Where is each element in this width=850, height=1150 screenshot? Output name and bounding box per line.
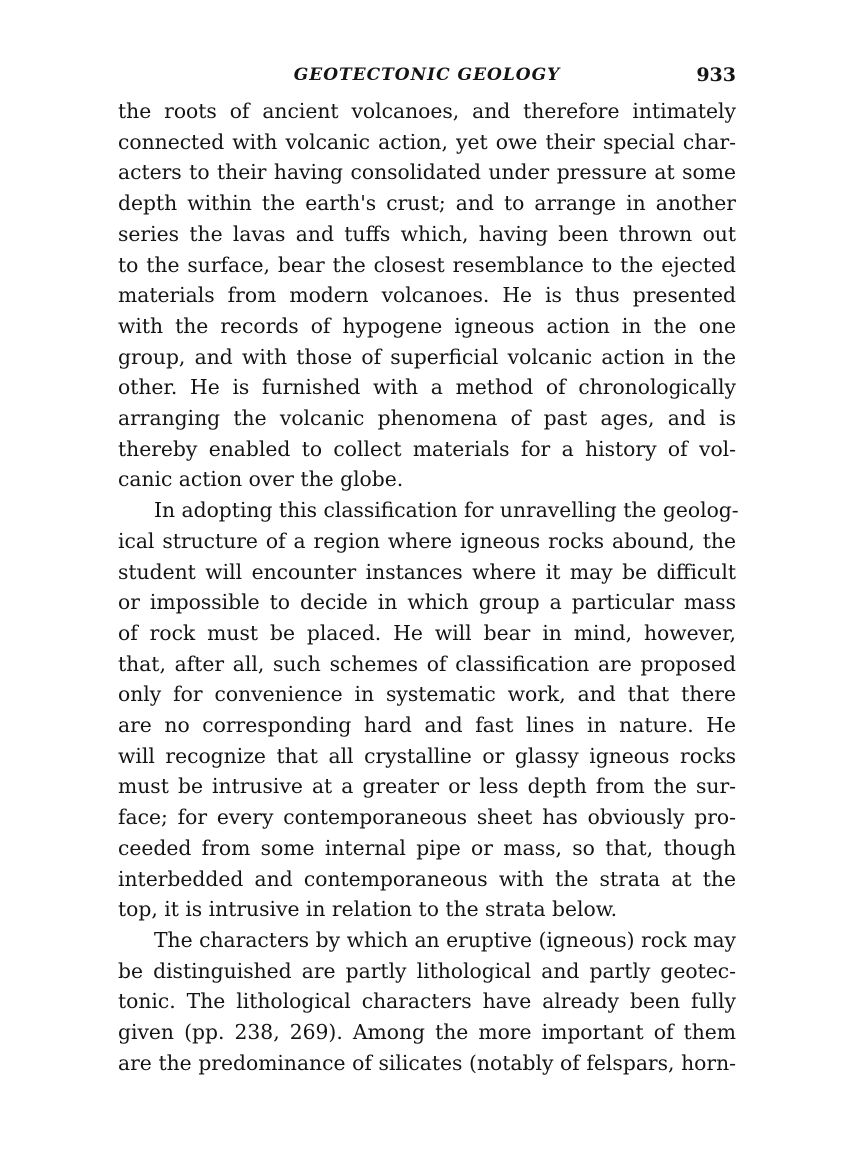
book-page [118,58,739,1079]
text-line: of rock must be placed. He will bear in mind, however, [118,620,736,645]
text-line: interbedded and contemporaneous with the strata at the [118,866,736,891]
text-line: must be intrusive at a greater or less depth from the sur- [118,774,736,799]
text-line: depth within the earth's crust; and to arrange in another [118,191,736,216]
paragraph [118,96,736,495]
text-line: given (pp. 238, 269). Among the more important of them [118,1020,736,1045]
text-line: face; for every contemporaneous sheet has obviously pro- [118,805,736,830]
running-title: GEOTECTONIC GEOLOGY [293,65,561,85]
text-line: only for convenience in systematic work, and that there [118,682,736,707]
running-head [118,58,736,92]
text-line: are the predominance of silicates (notably of felspars, horn- [118,1050,736,1075]
text-line: are no corresponding hard and fast lines in nature. He [118,713,736,738]
text-line: canic action over the globe. [118,467,404,492]
text-line: with the records of hypogene igneous action in the one [118,313,736,338]
text-line: other. He is furnished with a method of chronologically [118,375,736,400]
text-line: tonic. The lithological characters have already been fully [118,989,736,1014]
text-line: acters to their having consolidated under pressure at some [118,160,736,185]
text-line: will recognize that all crystalline or glassy igneous rocks [118,743,736,768]
text-line: ceeded from some internal pipe or mass, so that, though [118,835,736,860]
text-line: thereby enabled to collect materials for a history of vol- [118,436,736,461]
text-line: top, it is intrusive in relation to the strata below. [118,897,618,922]
paragraph [118,925,736,1079]
text-line: connected with volcanic action, yet owe their special char- [118,129,736,154]
text-line: ical structure of a region where igneous rocks abound, the [118,528,736,553]
text-line: group, and with those of superficial volcanic action in the [118,344,736,369]
paragraph [118,495,739,925]
text-line: that, after all, such schemes of classification are proposed [118,651,736,676]
text-line: The characters by which an eruptive (igneous) rock may [154,927,736,952]
page-number: 933 [696,64,736,86]
text-line: materials from modern volcanoes. He is thus presented [118,283,736,308]
body-text [118,96,739,1079]
text-line: or impossible to decide in which group a particular mass [118,590,736,615]
text-line: arranging the volcanic phenomena of past ages, and is [118,406,736,431]
text-line: the roots of ancient volcanoes, and therefore intimately [118,99,736,123]
text-line: student will encounter instances where it may be difficult [118,559,736,584]
text-line: be distinguished are partly lithological and partly geotec- [118,958,736,983]
text-line: series the lavas and tuffs which, having been thrown out [118,221,736,246]
text-line: In adopting this classification for unravelling the geolog- [154,498,739,523]
text-line: to the surface, bear the closest resemblance to the ejected [118,252,736,277]
